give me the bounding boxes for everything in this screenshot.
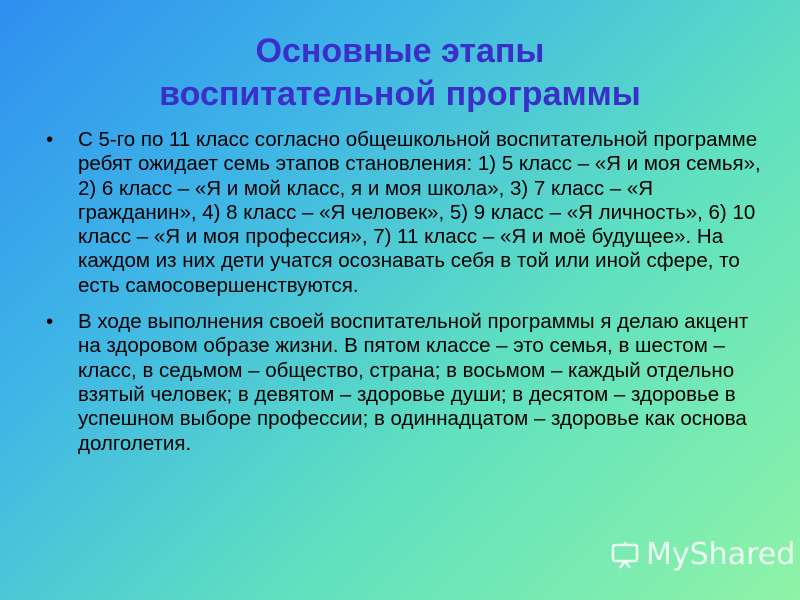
bullet-marker: • xyxy=(46,128,54,151)
slide-title-line-1: Основные этапы xyxy=(255,32,545,70)
bullet-marker: • xyxy=(46,310,54,334)
bullet-text: В ходе выполнения своей воспитательной программы я делаю акцент на здоровом образе жизни. В пятом классе – это семья, в шестом – класс, в седьмом – общество, страна; в восьмом – каждый отдельно взятый человек; в девятом – здоровье души; в десятом – здоровье в успешном выборе профессии; в одиннадцатом – здоровье как основа долголетия. xyxy=(78,310,749,455)
presentation-board-icon xyxy=(610,540,640,570)
bullet-item xyxy=(44,128,764,298)
bullet-list xyxy=(44,128,764,456)
watermark-text: MyShared xyxy=(646,537,796,572)
bullet-text: С 5-го по 11 класс согласно общешкольной воспитательной программе ребят ожидает семь этапов становления: 1) 5 класс – «Я и моя семья», 2) 6 класс – «Я и мой класс, я и моя школа», 3) 7 класс – «Я гражданин», 4) 8 класс – «Я человек», 5) 9 класс – «Я личность», 6) 10 класс – «Я и моя профессия», 7) 11 класс – «Я и моё будущее». На каждом из них дети учатся осознавать себя в той или иной сфере, то есть самосовершенствуются. xyxy=(78,128,761,297)
slide-title xyxy=(40,30,760,116)
bullet-item xyxy=(44,310,764,456)
slide-title-line-2: воспитательной программы xyxy=(159,75,641,113)
watermark xyxy=(610,538,795,572)
